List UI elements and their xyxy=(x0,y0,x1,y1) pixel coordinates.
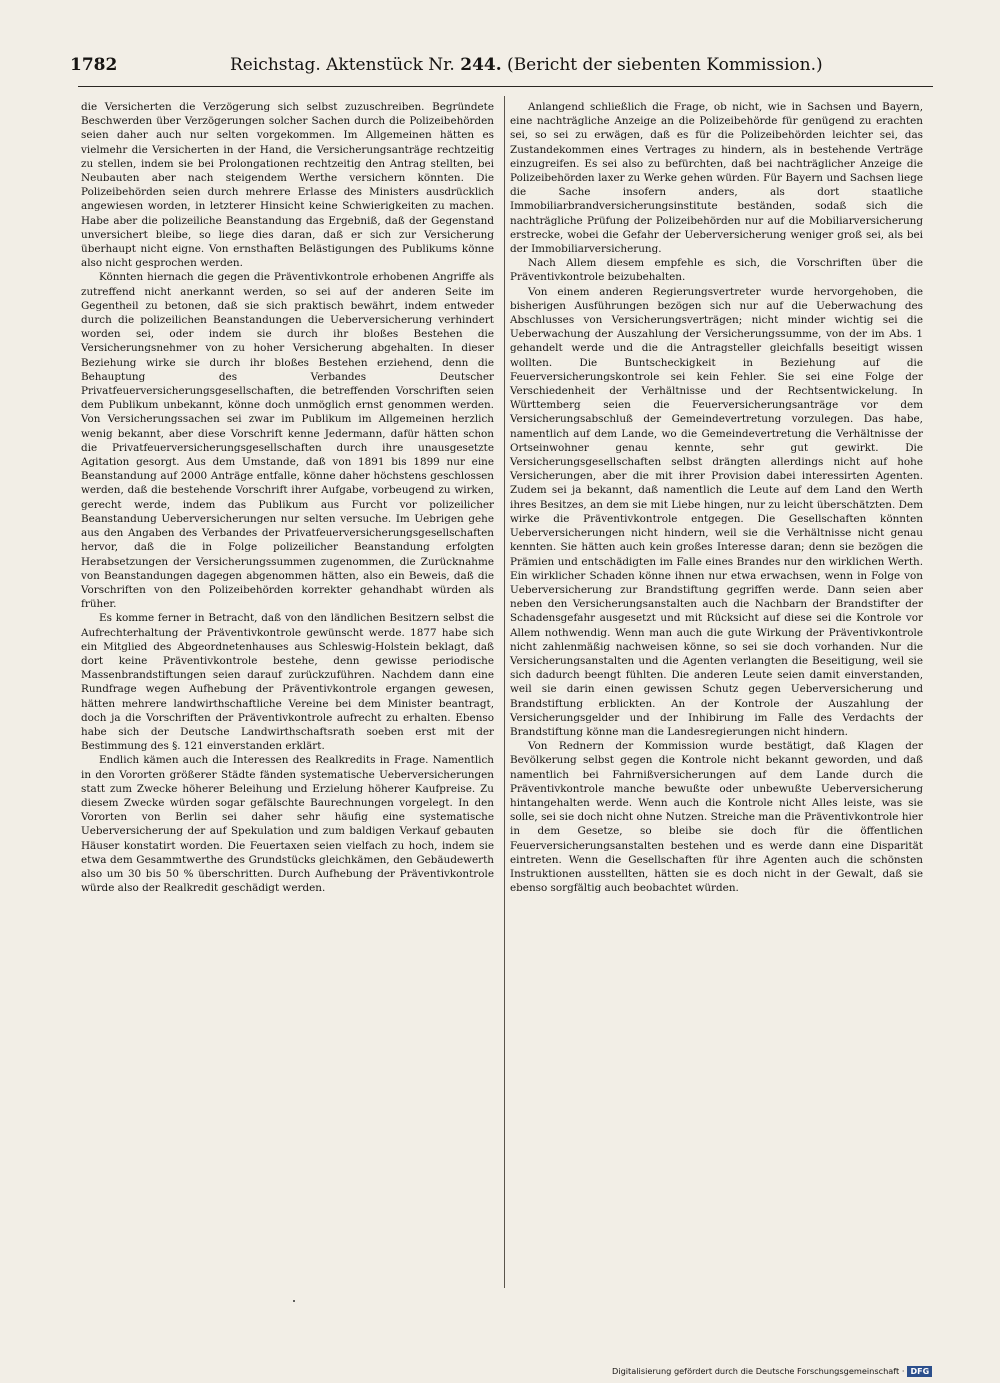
dfg-logo: DFG xyxy=(907,1366,932,1377)
header-rule xyxy=(78,86,933,87)
paragraph: Endlich kämen auch die Interessen des Realkredits in Frage. Namentlich in den Vororten größerer Städte fänden systematische Ueberversicherungen statt zum Zwecke höherer Beleihung und Erzielung höherer Kaufpreise. Zu diesem Zwecke würden sogar gefälschte Baurechnungen vorgelegt. In den Vororten von Berlin sei daher sehr häufig eine systematische Ueberversicherung der auf Spekulation und zum baldigen Verkauf gebauten Häuser konstatirt worden. Die Feuertaxen seien vielfach zu hoch, indem sie etwa dem Gesammtwerthe des Grundstücks gleichkämen, den Gebäudewerth also um 30 bis 50 % überschritten. Durch Aufhebung der Präventivkontrole würde also der Realkredit geschädigt werden. xyxy=(81,754,494,895)
paragraph: Es komme ferner in Betracht, daß von den ländlichen Besitzern selbst die Aufrechterhaltung der Präventivkontrole gewünscht werde. 1877 habe sich ein Mitglied des Abgeordnetenhauses aus Schleswig-Holstein beklagt, daß dort keine Präventivkontrole bestehe, denn gewisse periodische Massenbrandstiftungen seien darauf zurückzuführen. Nachdem dann eine Rundfrage wegen Aufhebung der Präventivkontrole ergangen gewesen, hätten mehrere landwirthschaftliche Vereine bei dem Minister beantragt, doch ja die Vorschriften der Präventivkontrole aufrecht zu erhalten. Ebenso habe sich der Deutsche Landwirthschaftsrath soeben erst mit der Bestimmung des §. 121 einverstanden erklärt. xyxy=(81,612,494,753)
digitization-footer xyxy=(612,1364,962,1378)
paragraph: Anlangend schließlich die Frage, ob nicht, wie in Sachsen und Bayern, eine nachträgliche Anzeige an die Polizeibehörde für genügend zu erachten sei, so sei zu erwägen, daß es für die Polizeibehörden leichter sei, das Zustandekommen eines Vertrages zu hindern, als in bestehende Verträge einzugreifen. Es sei also zu befürchten, daß bei nachträglicher Anzeige die Polizeibehörden laxer zu Werke gehen würden. Für Bayern und Sachsen liege die Sache insofern anders, als dort staatliche Immobiliarbrandversicherungsinstitute beständen, sodaß sich die nachträgliche Prüfung der Polizeibehörden nur auf die Mobiliarversicherung erstrecke, wobei die Gefahr der Ueberversicherung weniger groß sei, als bei der Immobiliarversicherung. xyxy=(510,101,923,256)
running-head xyxy=(230,50,823,80)
right-column xyxy=(510,100,923,895)
document-number: 244. xyxy=(460,55,502,75)
running-head-a: Reichstag. Aktenstück Nr. xyxy=(230,55,461,75)
column-divider xyxy=(504,96,505,1288)
running-head-b: (Bericht der siebenten Kommission.) xyxy=(501,55,823,75)
paragraph: Könnten hiernach die gegen die Präventivkontrole erhobenen Angriffe als zutreffend nicht anerkannt werden, so sei auf der anderen Seite im Gegentheil zu betonen, daß sie sich praktisch bewährt, indem entweder durch die polizeilichen Beanstandungen die Ueberversicherung verhindert worden sei, oder indem sie durch ihr bloßes Bestehen die Versicherungsnehmer von zu hoher Versicherung abgehalten. In dieser Beziehung wirke sie durch ihr bloßes Bestehen erziehend, denn die Behauptung des Verbandes Deutscher Privatfeuerversicherungsgesellschaften, die betreffenden Vorschriften seien dem Publikum unbekannt, könne doch unmöglich ernst genommen werden. Von Versicherungssachen sei zwar im Publikum im Allgemeinen herzlich wenig bekannt, aber diese Vorschrift kenne Jedermann, dafür hätten schon die Privatfeuerversicherungsgesellschaften durch ihre unausgesetzte Agitation gesorgt. Aus dem Umstande, daß von 1891 bis 1899 nur eine Beanstandung auf 2000 Anträge entfalle, könne daher höchstens geschlossen werden, daß die bestehende Vorschrift ihrer Aufgabe, vorbeugend zu wirken, gerecht werde, indem das Publikum aus Furcht vor polizeilicher Beanstandung Ueberversicherungen nur selten versuche. Im Uebrigen gehe aus den Angaben des Verbandes der Privatfeuerversicherungsgesellschaften hervor, daß die in Folge polizeilicher Beanstandung erfolgten Herabsetzungen der Versicherungssummen zugenommen, die Zurücknahme von Beanstandungen dagegen abgenommen hätten, also ein Beweis, daß die Vorschriften von den Polizeibehörden korrekter gehandhabt würden als früher. xyxy=(81,271,494,611)
footer-text: Digitalisierung gefördert durch die Deutsche Forschungsgemeinschaft · xyxy=(612,1366,905,1376)
paragraph: Nach Allem diesem empfehle es sich, die Vorschriften über die Präventivkontrole beizubehalten. xyxy=(510,257,923,284)
paragraph: Von Rednern der Kommission wurde bestätigt, daß Klagen der Bevölkerung selbst gegen die Kontrole nicht bekannt geworden, und daß namentlich bei Fahrnißversicherungen auf dem Lande durch die Präventivkontrole manche bewußte oder unbewußte Ueberversicherung hintangehalten werde. Wenn auch die Kontrole nicht Alles leiste, was sie solle, sei sie doch nicht ohne Nutzen. Streiche man die Präventivkontrole hier in dem Gesetze, so bleibe sie doch für die öffentlichen Feuerversicherungsanstalten bestehen und es werde dann eine Disparität eintreten. Wenn die Gesellschaften für ihre Agenten auch die schönsten Instruktionen ausstellten, hätten sie es doch nicht in der Gewalt, daß sie ebenso sorgfältig auch beobachtet würden. xyxy=(510,740,923,895)
left-column xyxy=(81,100,494,895)
paragraph: Von einem anderen Regierungsvertreter wurde hervorgehoben, die bisherigen Ausführungen bezögen sich nur auf die Ueberwachung des Abschlusses von Versicherungsverträgen; nicht minder wichtig sei die Ueberwachung der Auszahlung der Versicherungssumme, von der im Abs. 1 gehandelt werde und die die Antragsteller gleichfalls beseitigt wissen wollten. Die Buntscheckigkeit in Beziehung auf die Feuerversicherungskontrole sei kein Fehler. Sie sei eine Folge der Verschiedenheit der Verhältnisse und der Rechtsentwickelung. In Württemberg seien die Feuerversicherungsanträge vor dem Versicherungsabschluß der Gemeindevertretung vorzulegen. Das habe, namentlich auf dem Lande, wo die Gemeindevertretung die Verhältnisse der Ortseinwohner genau kennte, sehr gut gewirkt. Die Versicherungsgesellschaften selbst drängten allerdings nicht auf hohe Versicherungen, aber die mit ihrer Provision dabei interessirten Agenten. Zudem sei ja bekannt, daß namentlich die Leute auf dem Land den Werth ihres Besitzes, an dem sie mit Liebe hingen, nur zu leicht überschätzten. Dem wirke die Präventivkontrole entgegen. Die Gesellschaften könnten Ueberversicherungen nicht hindern, weil sie die Verhältnisse nicht genau kennten. Sie hätten auch kein großes Interesse daran; denn sie bezögen die Prämien und entschädigten im Falle eines Brandes nur den wirklichen Werth. Ein wirklicher Schaden könne ihnen nur etwa erwachsen, wenn in Folge von Ueberversicherung zur Brandstiftung gegriffen werde. Dann seien aber neben den Versicherungsanstalten auch die Nachbarn der Brandstifter der Schadensgefahr ausgesetzt und mit Rücksicht auf diese sei die Kontrole vor Allem nothwendig. Wenn man auch die gute Wirkung der Präventivkontrole nicht zahlenmäßig nachweisen könne, so sei sie doch vorhanden. Nur die Versicherungsanstalten und die Agenten verlangten die Beseitigung, weil sie sich dadurch beengt fühlten. Die anderen Leute seien damit einverstanden, weil sie darin einen gewissen Schutz gegen Ueberversicherung und Brandstiftung erblickten. An der Kontrole der Auszahlung der Versicherungsgelder und der Inhibirung im Falle des Verdachts der Brandstiftung könne man die Landesregierungen nicht hindern. xyxy=(510,285,923,738)
page-header xyxy=(70,50,935,80)
ink-speck xyxy=(293,1300,295,1302)
page-number: 1782 xyxy=(70,55,118,75)
paragraph: die Versicherten die Verzögerung sich selbst zuzuschreiben. Begründete Beschwerden über Verzögerungen solcher Sachen durch die Polizeibehörden seien daher auch nur selten vorgekommen. Im Allgemeinen hätten es vielmehr die Versicherten in der Hand, die Versicherungsanträge rechtzeitig zu stellen, indem sie bei Prolongationen rechtzeitig den Antrag stellten, bei Neubauten aber nach steigendem Werthe versichern könnten. Die Polizeibehörden seien durch mehrere Erlasse des Ministers ausdrücklich angewiesen worden, in letzterer Hinsicht keine Schwierigkeiten zu machen. Habe aber die polizeiliche Beanstandung das Ergebniß, daß der Gegenstand unversichert bleibe, so liege dies daran, daß er sich zur Versicherung überhaupt nicht eigne. Von ernsthaften Belästigungen des Publikums könne also nicht gesprochen werden. xyxy=(81,101,494,270)
